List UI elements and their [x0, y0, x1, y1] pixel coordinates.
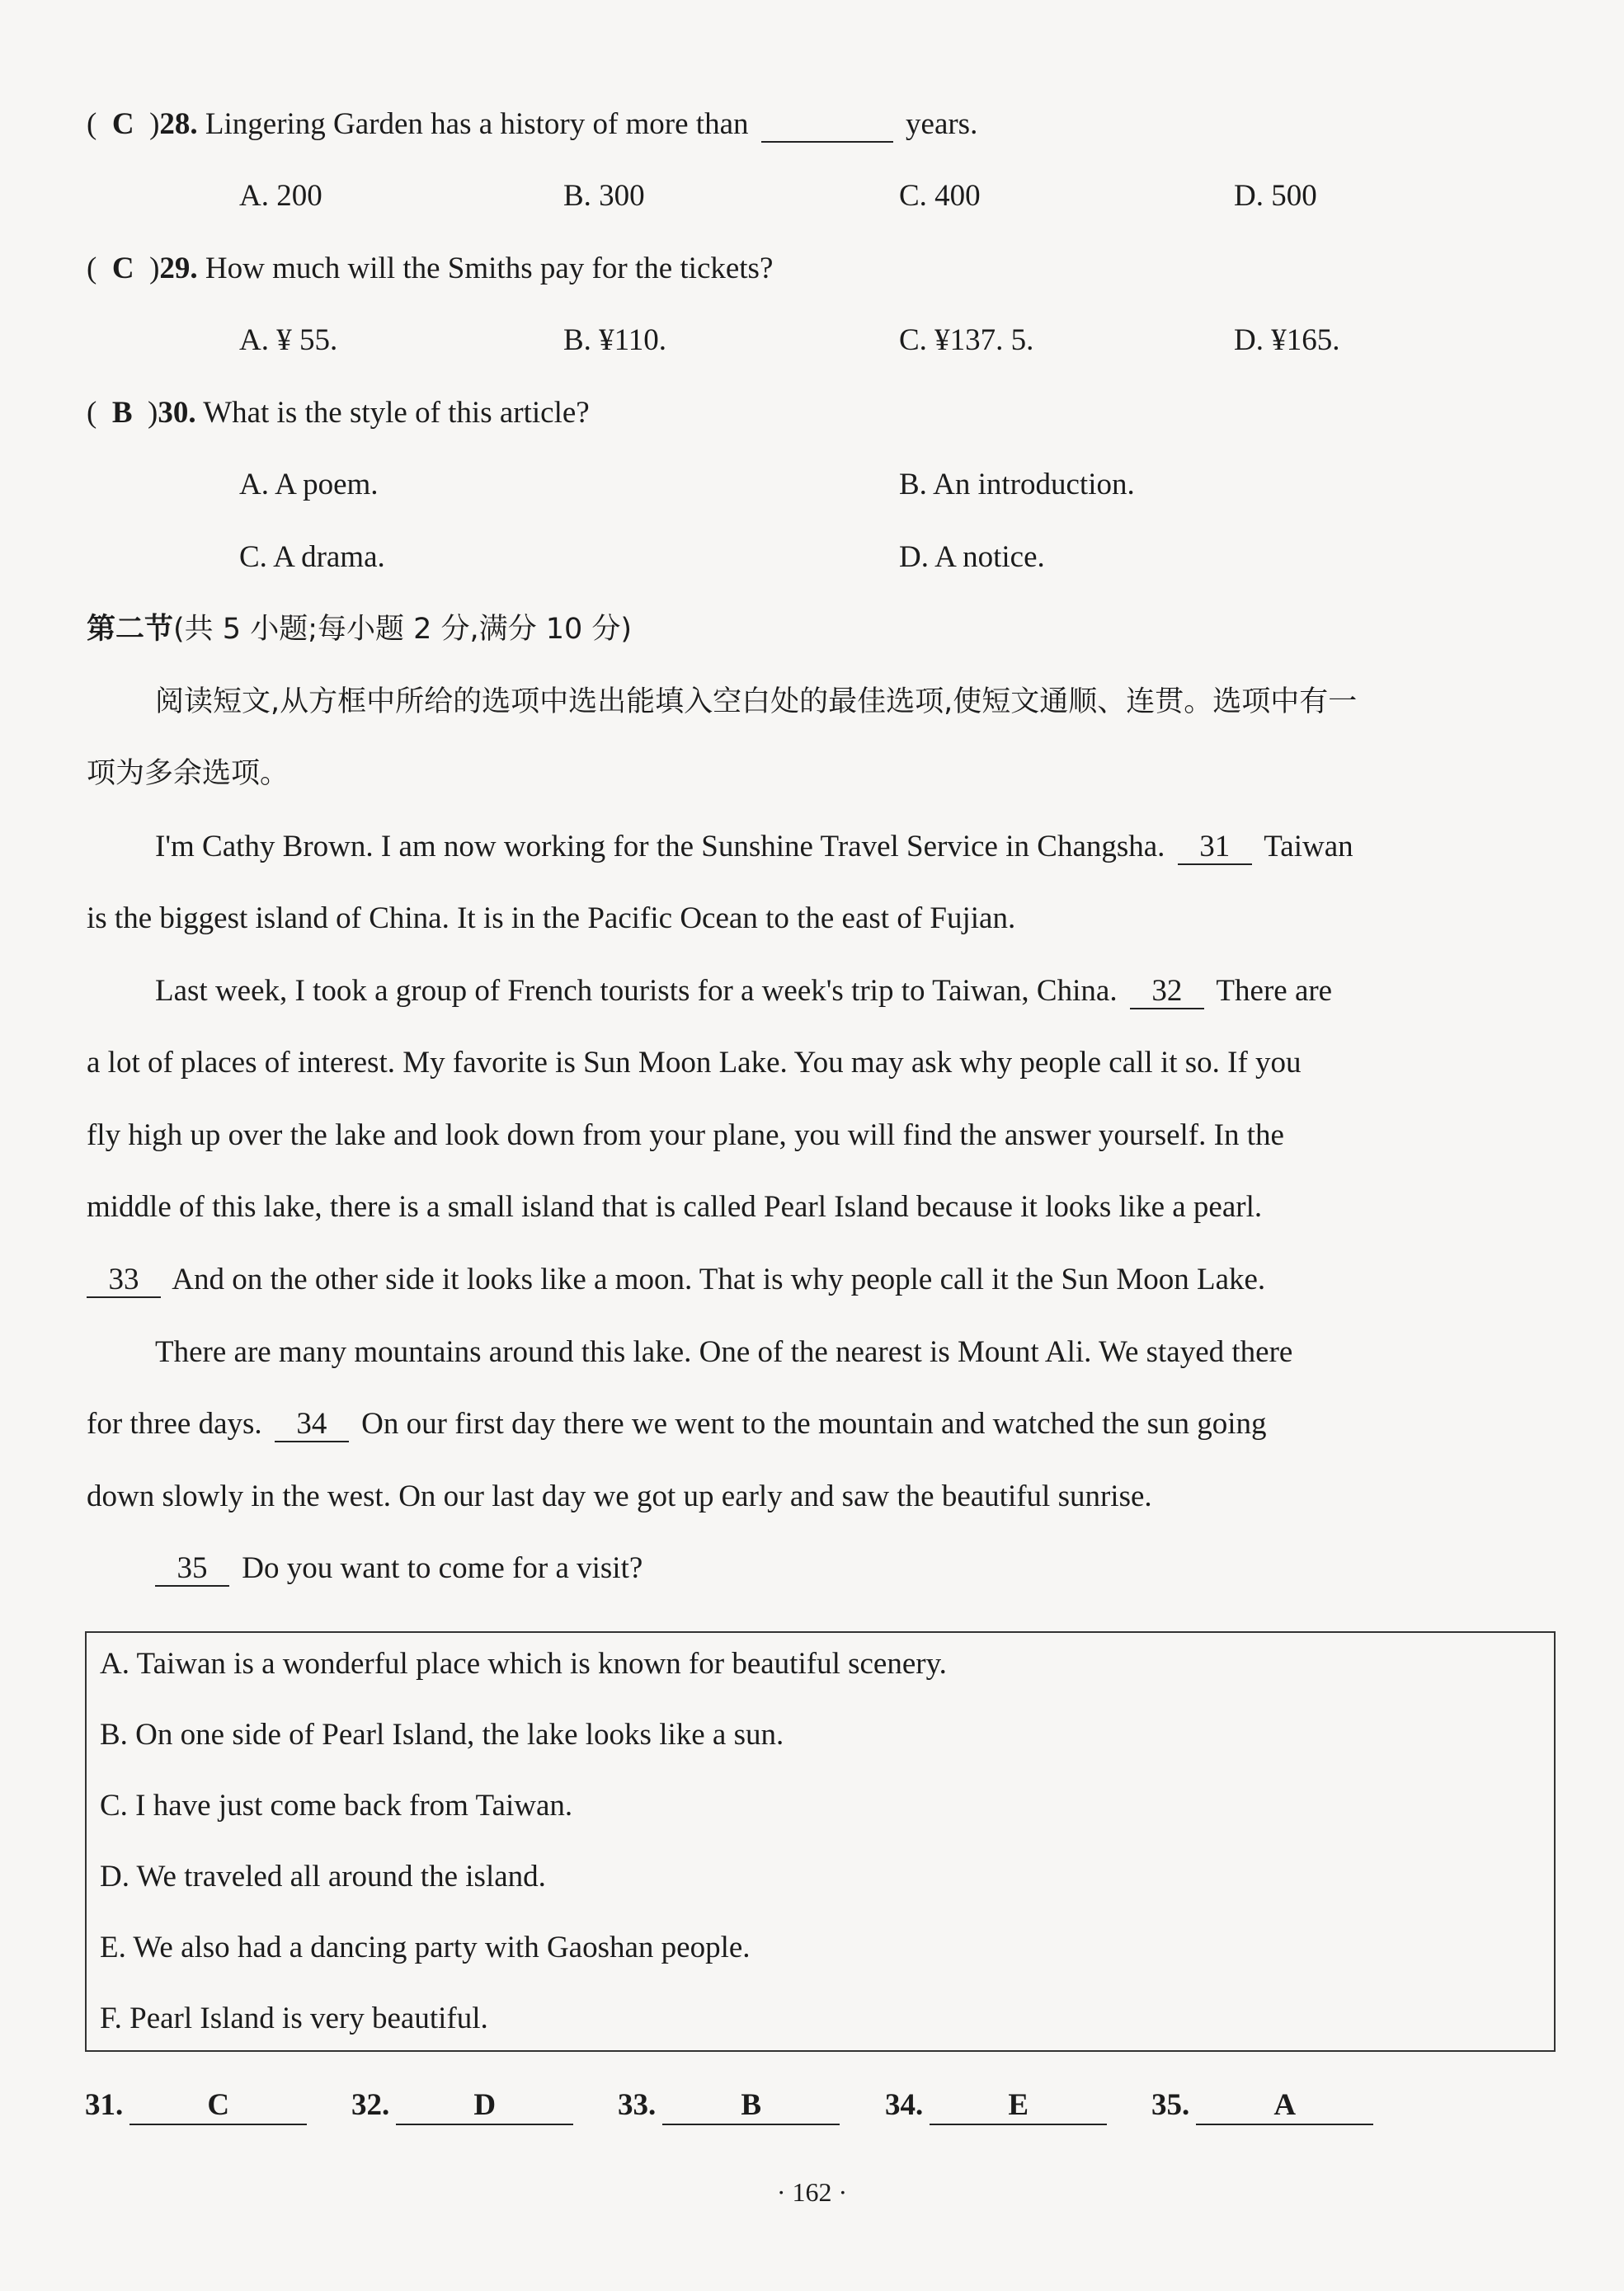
answer-31 [85, 2085, 307, 2126]
q29-answer: C [111, 252, 134, 285]
choices-box [85, 1631, 1556, 2052]
passage-text: And on the other side it looks like a moon. That is why people call it the Sun Moon Lake. [172, 1263, 1266, 1296]
q28-stem-after: years. [906, 107, 978, 141]
passage-p3-line2 [87, 1404, 1267, 1445]
answer-number: 33. [618, 2088, 657, 2122]
section-heading [87, 609, 632, 650]
choice-e: E. We also had a dancing party with Gaoshan people. [100, 1931, 751, 1964]
passage-p1-line1 [155, 826, 1353, 868]
answer-value: D [396, 2087, 573, 2125]
passage-p2-line5 [87, 1259, 1265, 1301]
q29-option-b: B. ¥110. [563, 323, 667, 357]
q28-blank [761, 108, 893, 143]
passage-p3-line3: down slowly in the west. On our last day we got up early and saw the beautiful sunrise. [87, 1480, 1152, 1513]
question-29: ( C )29. How much will the Smiths pay for the tickets? [87, 252, 774, 285]
passage-p2-line2: a lot of places of interest. My favorite is Sun Moon Lake. You may ask why people call it so. If you [87, 1046, 1302, 1080]
q29-option-d: D. ¥165. [1234, 323, 1340, 357]
blank-34: 34 [275, 1408, 349, 1442]
passage-p2-line1 [155, 971, 1332, 1012]
passage-p4 [155, 1548, 643, 1589]
passage-text: I'm Cathy Brown. I am now working for the Sunshine Travel Service in Changsha. [155, 830, 1165, 863]
q30-option-c: C. A drama. [239, 540, 385, 574]
q28-option-c: C. 400 [899, 179, 981, 213]
blank-33: 33 [87, 1263, 161, 1298]
answer-number: 34. [885, 2088, 924, 2122]
q29-option-c: C. ¥137. 5. [899, 323, 1034, 357]
passage-text: Taiwan [1264, 830, 1353, 863]
answer-number: 32. [351, 2088, 390, 2122]
section-title: 第二节 [87, 613, 174, 646]
q28-option-d: D. 500 [1234, 179, 1317, 213]
section-note: (共 5 小题;每小题 2 分,满分 10 分) [173, 613, 633, 646]
passage-p1-line2: is the biggest island of China. It is in the Pacific Ocean to the east of Fujian. [87, 901, 1016, 935]
blank-35: 35 [155, 1552, 229, 1587]
choice-f: F. Pearl Island is very beautiful. [100, 2002, 488, 2035]
answer-32 [351, 2085, 573, 2126]
q28-stem-before: Lingering Garden has a history of more than [205, 107, 749, 141]
answer-34 [885, 2085, 1107, 2126]
q29-number: 29. [159, 252, 198, 285]
passage-p2-line3: fly high up over the lake and look down from your plane, you will find the answer yourself. In the [87, 1118, 1284, 1152]
instruction-line-1: 阅读短文,从方框中所给的选项中选出能填入空白处的最佳选项,使短文通顺、连贯。选项中有一 [155, 685, 1358, 718]
q28-option-b: B. 300 [563, 179, 645, 213]
q28-answer: C [111, 107, 134, 141]
instruction-line-2: 项为多余选项。 [87, 757, 289, 790]
q30-option-d: D. A notice. [899, 540, 1045, 574]
choice-c: C. I have just come back from Taiwan. [100, 1789, 573, 1823]
question-30: ( B )30. What is the style of this article? [87, 396, 590, 430]
question-28: ( C )28. Lingering Garden has a history of more than years. [87, 107, 978, 141]
answer-33 [618, 2085, 840, 2126]
passage-text: for three days. [87, 1407, 262, 1441]
answer-value: A [1196, 2087, 1373, 2125]
passage-p2-line4: middle of this lake, there is a small island that is called Pearl Island because it looks like a pearl. [87, 1190, 1263, 1224]
answer-35 [1151, 2085, 1373, 2126]
choice-b: B. On one side of Pearl Island, the lake looks like a sun. [100, 1718, 784, 1752]
answer-value: E [930, 2087, 1107, 2125]
q30-stem: What is the style of this article? [203, 396, 590, 430]
answer-number: 31. [85, 2088, 124, 2122]
answer-value: C [129, 2087, 307, 2125]
answer-value: B [662, 2087, 840, 2125]
choice-a: A. Taiwan is a wonderful place which is known for beautiful scenery. [100, 1647, 947, 1681]
passage-text: There are [1216, 974, 1333, 1008]
choice-d: D. We traveled all around the island. [100, 1860, 546, 1893]
passage-text: Last week, I took a group of French tourists for a week's trip to Taiwan, China. [155, 974, 1118, 1008]
passage-text: Do you want to come for a visit? [242, 1551, 643, 1585]
answer-number: 35. [1151, 2088, 1190, 2122]
blank-31: 31 [1178, 830, 1252, 865]
q29-stem: How much will the Smiths pay for the tickets? [205, 252, 774, 285]
blank-32: 32 [1130, 975, 1204, 1009]
q30-number: 30. [158, 396, 196, 430]
q30-option-a: A. A poem. [239, 468, 379, 501]
passage-text: On our first day there we went to the mountain and watched the sun going [361, 1407, 1267, 1441]
q30-option-b: B. An introduction. [899, 468, 1135, 501]
q29-option-a: A. ¥ 55. [239, 323, 338, 357]
q28-option-a: A. 200 [239, 179, 322, 213]
q28-number: 28. [159, 107, 198, 141]
page-number: · 162 · [776, 2177, 848, 2207]
q30-answer: B [111, 396, 133, 430]
passage-p3-line1: There are many mountains around this lake. One of the nearest is Mount Ali. We stayed there [155, 1335, 1293, 1369]
